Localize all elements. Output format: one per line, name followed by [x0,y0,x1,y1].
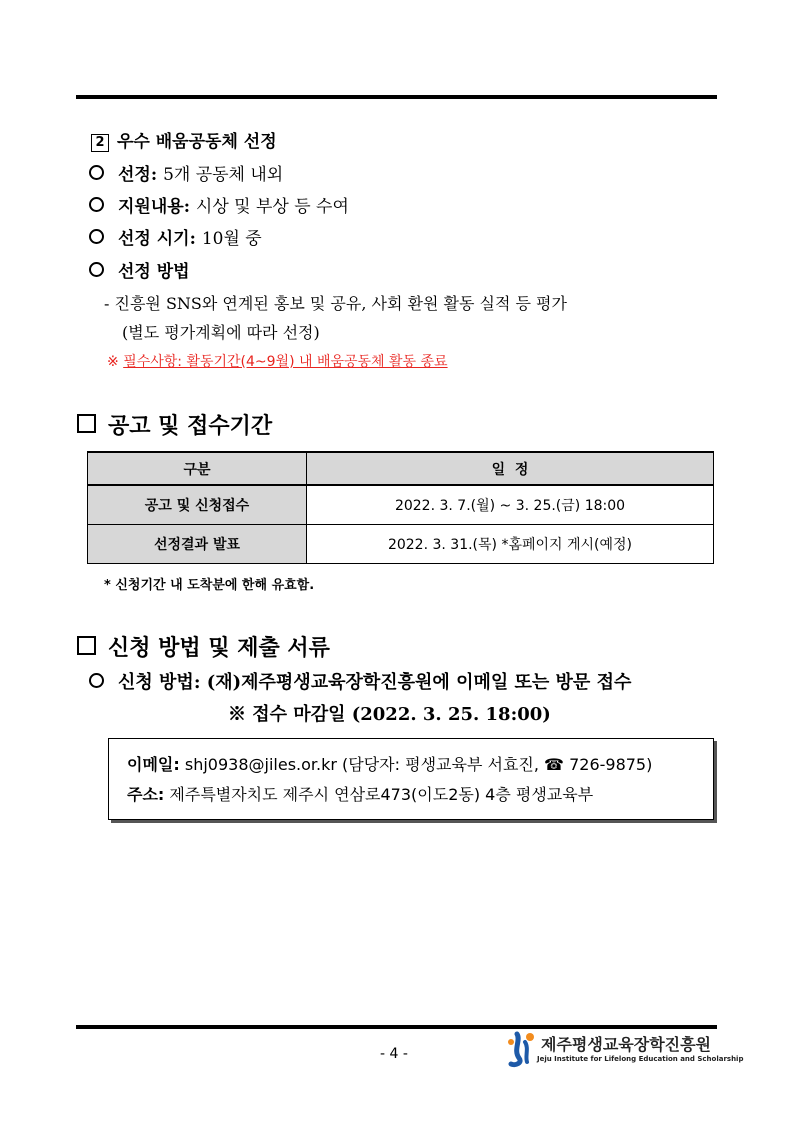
row-label: 공고 및 신청접수 [88,485,307,525]
required-note [107,351,448,373]
address-label: 주소: [127,785,165,804]
schedule-table [87,451,714,564]
contact-address-line [127,782,593,805]
phone-icon: ☎ [544,755,564,774]
bullet-circle-icon [89,229,104,244]
contact-email-line [127,752,652,775]
section-number-box: 2 [91,134,109,152]
item-selection: 선정: 5개 공동체 내외 [89,164,283,186]
apply-heading [77,636,330,662]
email-label: 이메일: [127,755,180,774]
contact-box [108,738,714,820]
item-timing: 선정 시기: 10월 중 [89,228,262,250]
bullet-circle-icon [89,165,104,180]
bullet-circle-icon [89,262,104,277]
top-rule [76,95,717,99]
checkbox-square-icon [77,636,96,655]
email-value: shj0938@jiles.or.kr (담당자: 평생교육부 서효진, [184,755,539,774]
checkbox-square-icon [77,414,96,433]
header-schedule: 일 정 [307,452,714,485]
bullet-circle-icon [89,673,104,688]
method-line-1: - 진흥원 SNS와 연계된 홍보 및 공유, 사회 환원 활동 실적 등 평가 [104,294,567,313]
announce-title: 공고 및 접수기간 [108,414,273,439]
institute-logo [503,1030,744,1070]
section-2-title: 우수 배움공동체 선정 [117,132,277,152]
logo-english-name: Jeju Institute for Lifelong Education and Scholarship [537,1055,744,1063]
table-header-row [88,452,714,485]
header-category: 구분 [88,452,307,485]
jiles-logo-icon [503,1030,537,1068]
apply-deadline: ※ 접수 마감일 (2022. 3. 25. 18:00) [228,704,551,725]
apply-method: 신청 방법: (재)제주평생교육장학진흥원에 이메일 또는 방문 접수 [89,672,631,694]
section-2-heading [91,131,277,153]
table-row [88,525,714,564]
row-value: 2022. 3. 31.(목) *홈페이지 게시(예정) [307,525,714,564]
row-label: 선정결과 발표 [88,525,307,564]
method-line-2: (별도 평가계획에 따라 선정) [122,323,320,342]
item-method: 선정 방법 [89,261,190,283]
address-value: 제주특별자치도 제주시 연삼로473(이도2동) 4층 평생교육부 [169,785,594,804]
bullet-circle-icon [89,197,104,212]
announce-heading [77,414,272,440]
note-text: 필수사항: 활동기간(4~9월) 내 배움공동체 활동 종료 [123,354,448,370]
phone-value: 726-9875) [569,755,653,774]
table-row [88,485,714,525]
logo-korean-name: 제주평생교육장학진흥원 [541,1035,712,1054]
table-footnote: * 신청기간 내 도착분에 한해 유효함. [104,578,315,593]
apply-title: 신청 방법 및 제출 서류 [108,636,330,661]
page-number: - 4 - [380,1046,408,1062]
item-support: 지원내용: 시상 및 부상 등 수여 [89,196,349,218]
row-value: 2022. 3. 7.(월) ~ 3. 25.(금) 18:00 [307,485,714,525]
note-mark: ※ [107,354,119,370]
bottom-rule [76,1025,717,1029]
